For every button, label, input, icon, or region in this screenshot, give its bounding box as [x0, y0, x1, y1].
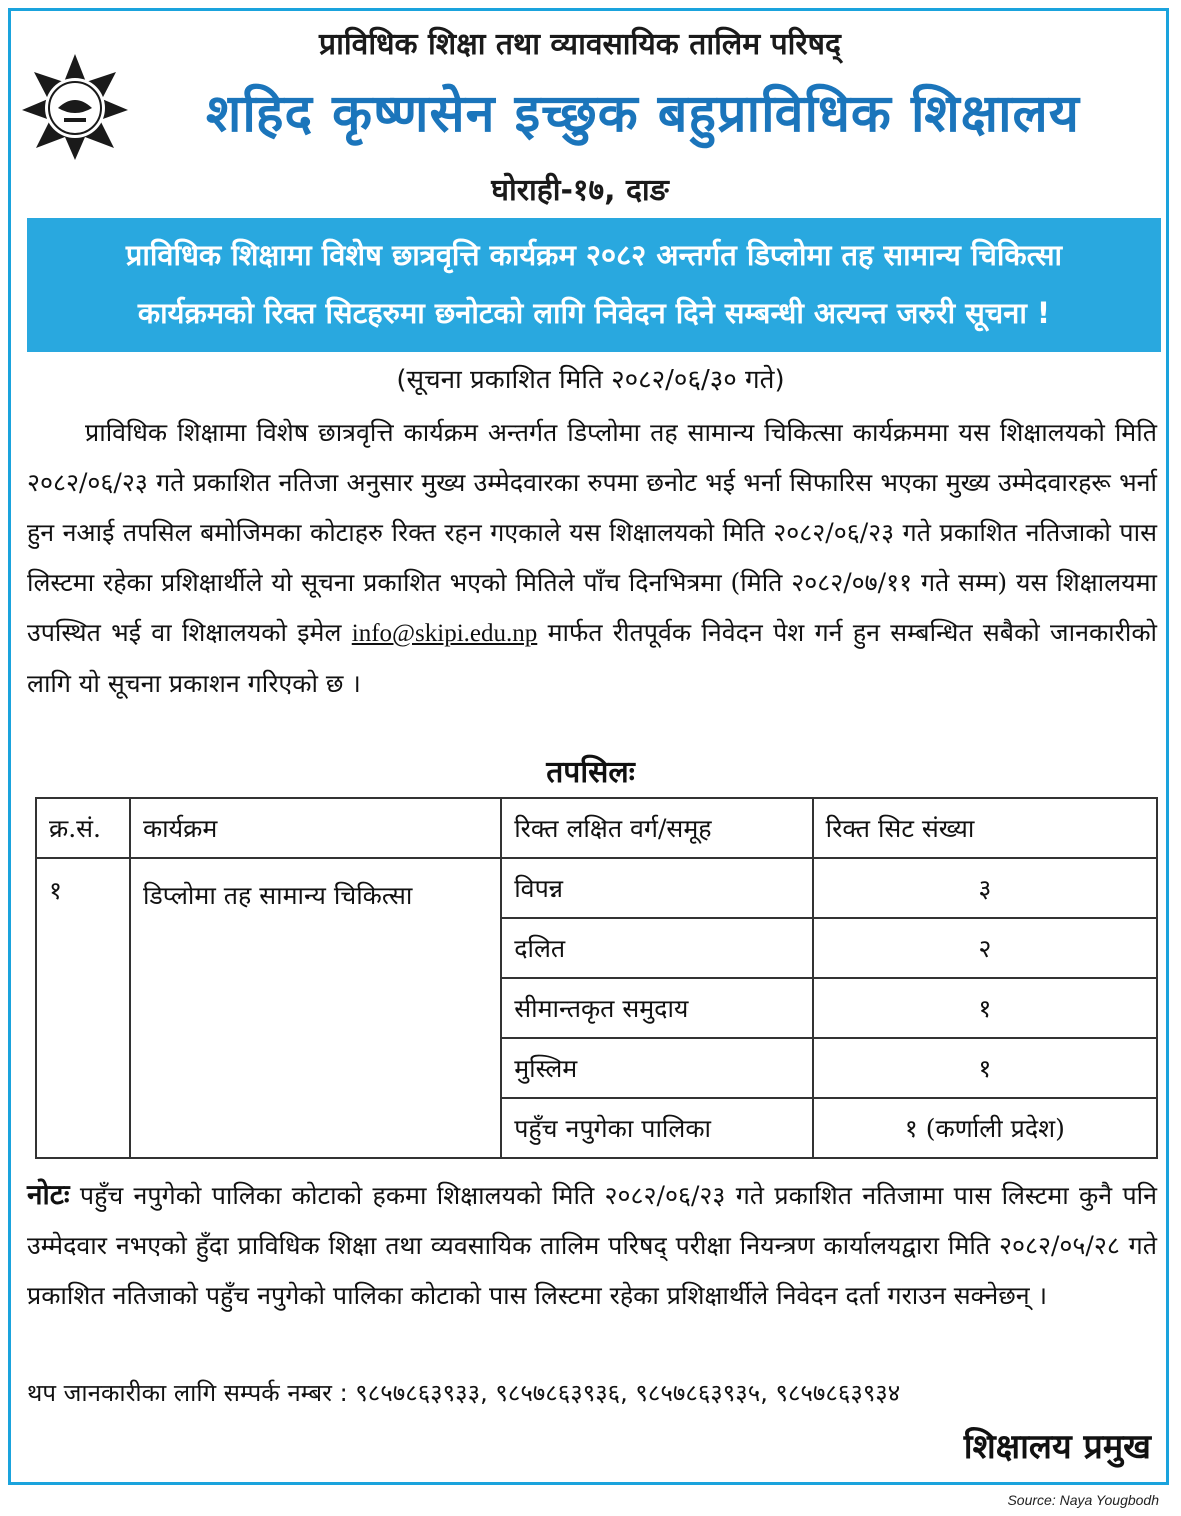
school-address: घोराही-१७, दाङ: [491, 173, 669, 208]
header-seats: रिक्त सिट संख्या: [813, 798, 1157, 858]
seats-cell: ३: [813, 858, 1157, 918]
email-link[interactable]: info@skipi.edu.np: [351, 620, 538, 647]
details-heading: तपसिलः: [546, 755, 635, 790]
header-program: कार्यक्रम: [130, 798, 501, 858]
school-name: शहिद कृष्णसेन इच्छुक बहुप्राविधिक शिक्षालय: [206, 84, 1080, 144]
signature-title: शिक्षालय प्रमुख: [963, 1427, 1151, 1467]
note-section: [27, 1170, 1157, 1321]
group-cell: पहुँच नपुगेका पालिका: [501, 1098, 812, 1158]
program-cell: डिप्लोमा तह सामान्य चिकित्सा: [130, 858, 501, 1158]
group-cell: विपन्न: [501, 858, 812, 918]
notice-title-banner: [27, 218, 1161, 352]
note-text: पहुँच नपुगेको पालिका कोटाको हकमा शिक्षालयको मिति २०८२/०६/२३ गते प्रकाशित नतिजामा पास लिस्टमा कुनै पनि उम्मेदवार नभएको हुँदा प्राविधिक शिक्षा तथा व्यवसायिक तालिम परिषद् परीक्षा नियन्त्रण कार्यालयद्वारा मिति २०८२/०५/२८ गते प्रकाशित नतिजाको पहुँच नपुगेको पालिका कोटाको पास लिस्टमा रहेका प्रशिक्षार्थीले निवेदन दर्ता गराउन सक्नेछन् ।: [27, 1181, 1158, 1310]
table-header-row: [36, 798, 1157, 858]
seats-cell: १: [813, 978, 1157, 1038]
seats-cell: १ (कर्णाली प्रदेश): [813, 1098, 1157, 1158]
note-label: नोटः: [27, 1178, 70, 1211]
seats-cell: २: [813, 918, 1157, 978]
group-cell: मुस्लिम: [501, 1038, 812, 1098]
vacant-seats-table: [35, 797, 1158, 1159]
banner-line-2: कार्यक्रमको रिक्त सिटहरुमा छनोटको लागि निवेदन दिने सम्बन्धी अत्यन्त जरुरी सूचना !: [137, 296, 1051, 330]
header-group: रिक्त लक्षित वर्ग/समूह: [501, 798, 812, 858]
banner-line-1: प्राविधिक शिक्षामा विशेष छात्रवृत्ति कार्यक्रम २०८२ अन्तर्गत डिप्लोमा तह सामान्य चिकित्सा: [125, 238, 1063, 272]
group-cell: दलित: [501, 918, 812, 978]
source-credit: Source: Naya Yougbodh: [1007, 1492, 1159, 1508]
publication-date: (सूचना प्रकाशित मिति २०८२/०६/३० गते): [396, 365, 785, 395]
notice-body: [27, 408, 1157, 709]
seats-cell: १: [813, 1038, 1157, 1098]
serial-cell: १: [36, 858, 130, 1158]
group-cell: सीमान्तकृत समुदाय: [501, 978, 812, 1038]
header-serial: क्र.सं.: [36, 798, 130, 858]
institution-emblem-icon: [20, 52, 130, 162]
contact-numbers: थप जानकारीका लागि सम्पर्क नम्बर : ९८५७८६३९३३, ९८५७८६३९३६, ९८५७८६३९३५, ९८५७८६३९३४: [27, 1379, 901, 1407]
body-text-part-1: प्राविधिक शिक्षामा विशेष छात्रवृत्ति कार्यक्रम अन्तर्गत डिप्लोमा तह सामान्य चिकित्सा कार्यक्रममा यस शिक्षालयको मिति २०८२/०६/२३ गते प्रकाशित नतिजा अनुसार मुख्य उम्मेदवारका रुपमा छनोट भई भर्ना सिफारिस भएका मुख्य उम्मेदवारहरू भर्ना हुन नआई तपसिल बमोजिमका कोटाहरु रिक्त रहन गएकाले यस शिक्षालयको मिति २०८२/०६/२३ गते प्रकाशित नतिजाको पास लिस्टमा रहेका प्रशिक्षार्थीले यो सूचना प्रकाशित भएको मितिले पाँच दिनभित्रमा (मिति २०८२/०७/११ गते सम्म) यस शिक्षालयमा उपस्थित भई वा शिक्षालयको इमेल: [27, 418, 1157, 647]
body-text-part-2: मार्फत रीतपूर्वक निवेदन पेश गर्न हुन सम्बन्धित सबैको जानकारीको लागि यो सूचना प्रकाशन गरिएको छ ।: [27, 618, 1158, 698]
council-name: प्राविधिक शिक्षा तथा व्यावसायिक तालिम परिषद्: [319, 27, 841, 62]
table-row: [36, 858, 1157, 918]
